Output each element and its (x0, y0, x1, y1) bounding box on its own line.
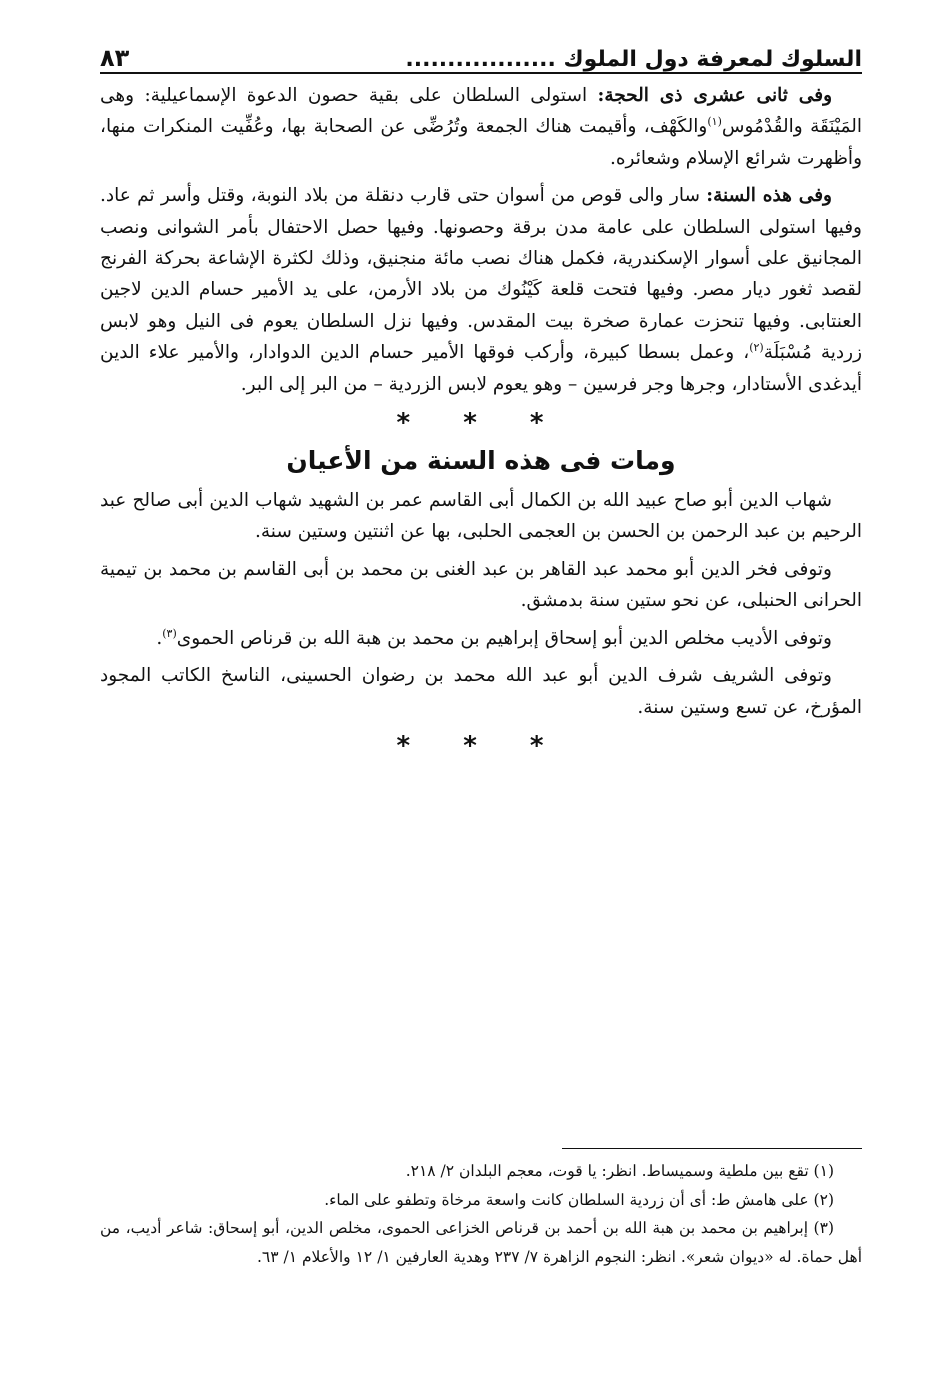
footnotes (100, 1148, 862, 1271)
paragraph-text-cont: والكَهْف، وأقيمت هناك الجمعة وتُرُضِّى عن الصحابة بها، وعُفِّيت المنكرات منها، وأظهرت شرائع الإسلام وشعائره. (100, 116, 862, 169)
title-leader-dots: .................. (405, 47, 556, 72)
footnote-1: (١) تقع بين ملطية وسميساط. انظر: يا قوت، معجم البلدان ٢/ ٢١٨. (405, 1162, 834, 1180)
section-heading: ومات فى هذه السنة من الأعيان (286, 446, 676, 476)
death-entry-text: شهاب الدين أبو صاح عبيد الله بن الكمال أبى القاسم عمر بن الشهيد شهاب الدين أبى صالح عبد الرحيم بن عبد الرحمن بن الحسن بن العجمى الحلبى، بها عن اثنتين وستين سنة. (100, 490, 862, 543)
death-entry-text: وتوفى فخر الدين أبو محمد عبد القاهر بن عبد الغنى بن محمد بن أبى القاسم بن محمد بن تيمية الحرانى الحنبلى، عن نحو ستين سنة بدمشق. (100, 558, 862, 612)
death-entry (100, 554, 862, 617)
paragraph-text-cont: ، وعمل بسطا كبيرة، وأركب فوقها الأمير حسام الدين الدوادار، والأمير علاء الدين أيدغدى الأستادار، وجرها وجر فرسين – وهو يعوم لابس الزردية – من البر إلى البر. (100, 342, 862, 395)
footnote-ref-1[interactable]: (١) (707, 115, 722, 129)
footnote-3: (٣) إبراهيم بن محمد بن هبة الله بن أحمد بن قرناص الخزاعى الحموى، مخلص الدين، أبو إسحاق: شاعر أديب، من أهل حماة. له «ديوان شعر». انظر: النجوم الزاهرة ٧/ ٢٣٧ وهدية العارفين ١/ ١٢ والأعلام ١/ ٦٣. (100, 1219, 862, 1266)
page-number: ٨٣ (100, 44, 130, 72)
footnote-rule (562, 1148, 862, 1149)
death-entry-tail: . (156, 627, 163, 649)
death-entry-text: وتوفى الشريف شرف الدين أبو عبد الله محمد بن رضوان الحسينى، الناسخ الكاتب المجود المؤرخ، عن تسع وستين سنة. (100, 665, 862, 718)
footnote-ref-3[interactable]: (٣) (162, 626, 177, 640)
paragraph-text: استولى السلطان على بقية حصون الدعوة الإسماعيلية: وهى المَيْنَقَة والقُدْمُوس (100, 85, 862, 138)
running-title (405, 47, 862, 72)
paragraph-lead: وفى هذه السنة: (706, 185, 832, 207)
book-title: السلوك لمعرفة دول الملوك (563, 47, 862, 72)
end-separator-stars: * * * (396, 730, 566, 761)
paragraph-lead: وفى ثانى عشرى ذى الحجة: (597, 85, 832, 106)
death-entry (100, 623, 862, 654)
footnote-ref-2[interactable]: (٢) (749, 341, 764, 355)
paragraph-dhu-al-hijja (100, 80, 862, 174)
section-separator-stars: * * * (396, 408, 566, 439)
death-entry (100, 660, 862, 723)
paragraph-this-year (100, 180, 862, 400)
paragraph-text: سار والى قوص من أسوان حتى قارب دنقلة من بلاد النوبة، وقتل وأسر ثم عاد. وفيها استولى السلطان على عامة مدن برقة وحصونها. وفيها حصل الاحتفال بأمر الشوانى ونصب المجانيق على أسوار الإسكندرية، فكمل هناك نصب مائة منجنيق، وذلك لكثرة الإشاعة بحركة الفرنج لقصد ثغور ديار مصر. وفيها فتحت قلعة كَيْنُوك من بلاد الأرمن، على يد الأمير حسام الدين لاجين العنتابى. وفيها تنحزت عمارة صخرة بيت المقدس. وفيها نزل السلطان يعوم فى النيل وهو لابس زردية مُسْبَلَة (100, 185, 863, 364)
book-page (100, 30, 862, 1350)
death-entry-text: وتوفى الأديب مخلص الدين أبو إسحاق إبراهيم بن محمد بن هبة الله بن قرناص الحموى (176, 627, 832, 649)
running-header (100, 30, 862, 74)
death-entry (100, 485, 862, 548)
footnote-2: (٢) على هامش ط: أى أن زردية السلطان كانت واسعة مرخاة وتطفو على الماء. (324, 1190, 834, 1209)
